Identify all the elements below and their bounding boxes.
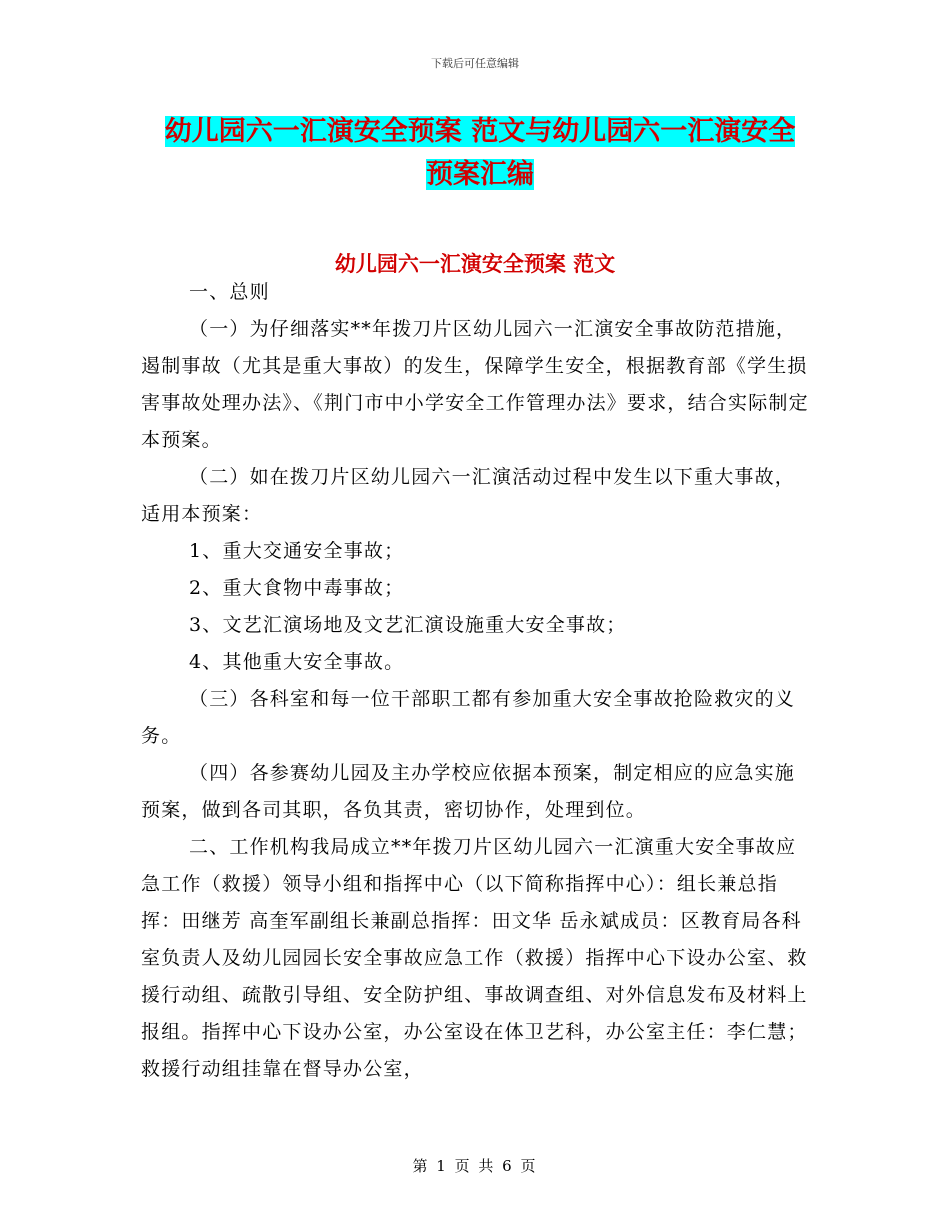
- paragraph: 1、重大交通安全事故；: [189, 540, 405, 562]
- document-title: [140, 110, 820, 196]
- paragraph: 3、文艺汇演场地及文艺汇演设施重大安全事故；: [189, 614, 627, 636]
- paragraph: （二）如在拨刀片区幼儿园六一汇演活动过程中发生以下重大事故，适用本预案：: [141, 466, 796, 525]
- paragraph: 一、总则: [189, 281, 270, 303]
- paragraph: 4、其他重大安全事故。: [189, 651, 405, 673]
- paragraph: 二、工作机构我局成立**年拨刀片区幼儿园六一汇演重大安全事故应急工作（救援）领导小组和指挥中心（以下简称指挥中心）：组长兼总指挥：田继芳 高奎军副组长兼副总指挥：田文华 岳永斌成员：区教育局各科室负责人及幼儿园园长安全事故应急工作（救援）指挥中心下设办公室、救援行动组、疏散引导组、安全防护组、事故调查组、对外信息发布及材料上报组。指挥中心下设办公室，办公室设在体卫艺科，办公室主任：李仁慧；救援行动组挂靠在督导办公室，: [141, 836, 808, 1080]
- paragraph: （一）为仔细落实**年拨刀片区幼儿园六一汇演安全事故防范措施，遏制事故（尤其是重大事故）的发生，保障学生安全，根据教育部《学生损害事故处理办法》、《荆门市中小学安全工作管理办法》要求，结合实际制定本预案。: [141, 318, 809, 451]
- page-number: 第 1 页 共 6 页: [412, 1157, 538, 1175]
- paragraph: （四）各参赛幼儿园及主办学校应依据本预案，制定相应的应急实施预案，做到各司其职，各负其责，密切协作，处理到位。: [141, 762, 796, 821]
- page-header-note: 下载后可任意编辑: [431, 57, 519, 70]
- document-title-line2: 预案汇编: [426, 159, 534, 190]
- document-body: [141, 274, 813, 1088]
- paragraph: 2、重大食物中毒事故；: [189, 577, 405, 599]
- document-title-line1: 幼儿园六一汇演安全预案 范文与幼儿园六一汇演安全: [164, 116, 796, 147]
- section-title: 幼儿园六一汇演安全预案 范文: [334, 252, 616, 276]
- paragraph: （三）各科室和每一位干部职工都有参加重大安全事故抢险救灾的义务。: [141, 688, 796, 747]
